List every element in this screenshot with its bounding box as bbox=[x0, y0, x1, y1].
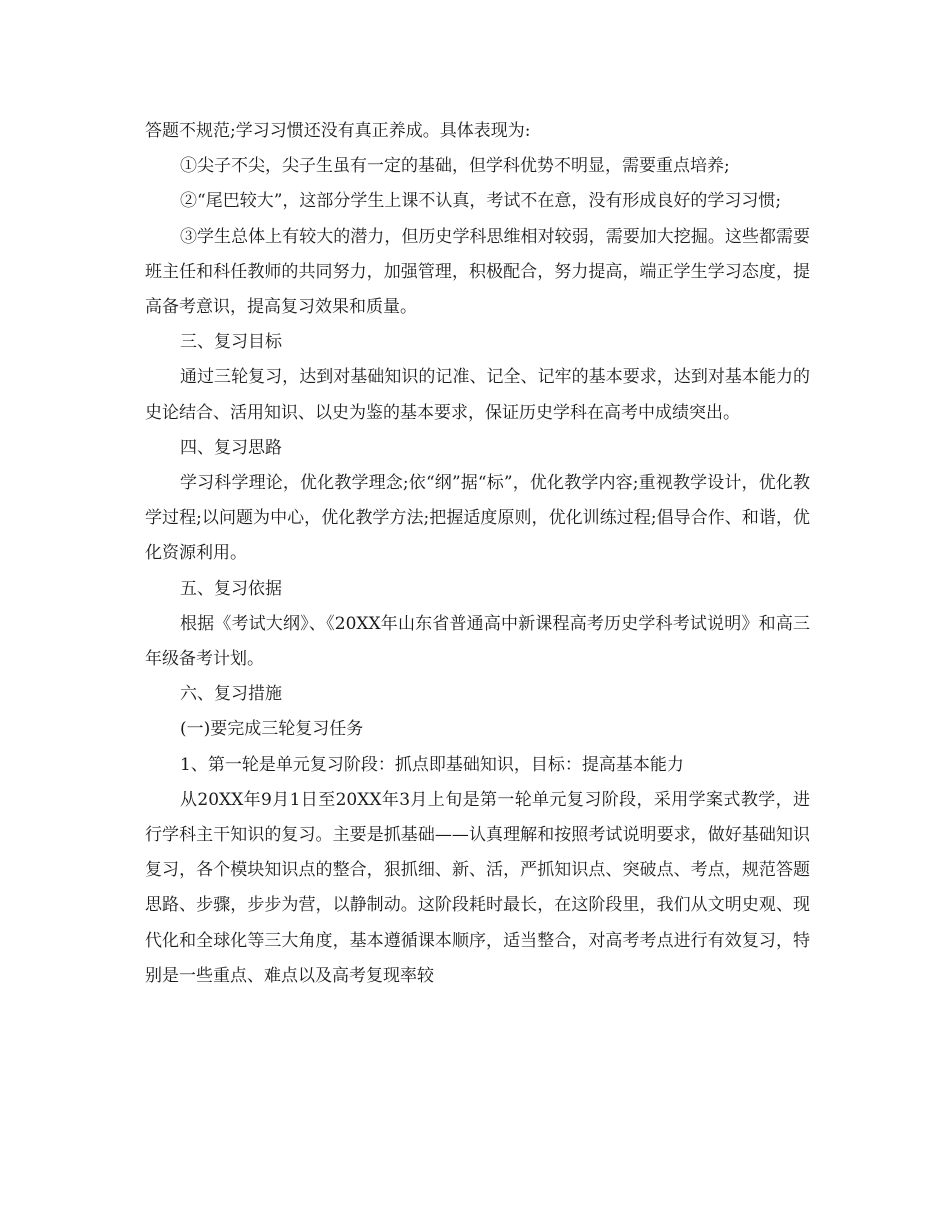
subheading-three-rounds: (一)要完成三轮复习任务 bbox=[180, 719, 364, 740]
paragraph-item-1: ①尖子不尖，尖子生虽有一定的基础，但学科优势不明显，需要重点培养; bbox=[180, 156, 730, 177]
paragraph-review-basis: 根据《考试大纲》、《20XX年山东省普通高中新课程高考历史学科考试说明》和高三年级备考计划。 bbox=[145, 613, 810, 670]
paragraph-review-approach: 学习科学理论，优化教学理念;依“纲”据“标”，优化教学内容;重视教学设计，优化教学过程;以问题为中心，优化教学方法;把握适度原则，优化训练过程;倡导合作、和谐，优化资源利用。 bbox=[145, 473, 810, 564]
section-heading-review-measures: 六、复习措施 bbox=[180, 684, 282, 705]
subheading-first-round: 1、第一轮是单元复习阶段：抓点即基础知识，目标：提高基本能力 bbox=[180, 754, 684, 775]
section-heading-review-goals: 三、复习目标 bbox=[180, 332, 282, 353]
paragraph-review-goals: 通过三轮复习，达到对基础知识的记准、记全、记牢的基本要求，达到对基本能力的史论结合、活用知识、以史为鉴的基本要求，保证历史学科在高考中成绩突出。 bbox=[145, 367, 810, 423]
document-body bbox=[145, 114, 810, 994]
paragraph-item-2: ②“尾巴较大”，这部分学生上课不认真，考试不在意，没有形成良好的学习习惯; bbox=[180, 191, 782, 212]
section-heading-review-basis: 五、复习依据 bbox=[180, 578, 282, 599]
section-heading-review-approach: 四、复习思路 bbox=[180, 437, 282, 458]
paragraph-item-3: ③学生总体上有较大的潜力，但历史学科思维相对较弱，需要加大挖掘。这些都需要班主任和科任教师的共同努力，加强管理，积极配合，努力提高，端正学生学习态度，提高备考意识，提高复习效果和质量。 bbox=[145, 226, 810, 318]
paragraph-continuation: 答题不规范;学习习惯还没有真正养成。具体表现为: bbox=[145, 121, 531, 141]
paragraph-first-round: 从20XX年9月1日至20XX年3月上旬是第一轮单元复习阶段，采用学案式教学，进行学科主干知识的复习。主要是抓基础——认真理解和按照考试说明要求，做好基础知识复习，各个模块知识点的整合，狠抓细、新、活，严抓知识点、突破点、考点，规范答题思路、步骤，步步为营，以静制动。这阶段耗时最长，在这阶段里，我们从文明史观、现代化和全球化等三大角度，基本遵循课本顺序，适当整合，对高考考点进行有效复习，特别是一些重点、难点以及高考复现率较 bbox=[145, 789, 810, 986]
